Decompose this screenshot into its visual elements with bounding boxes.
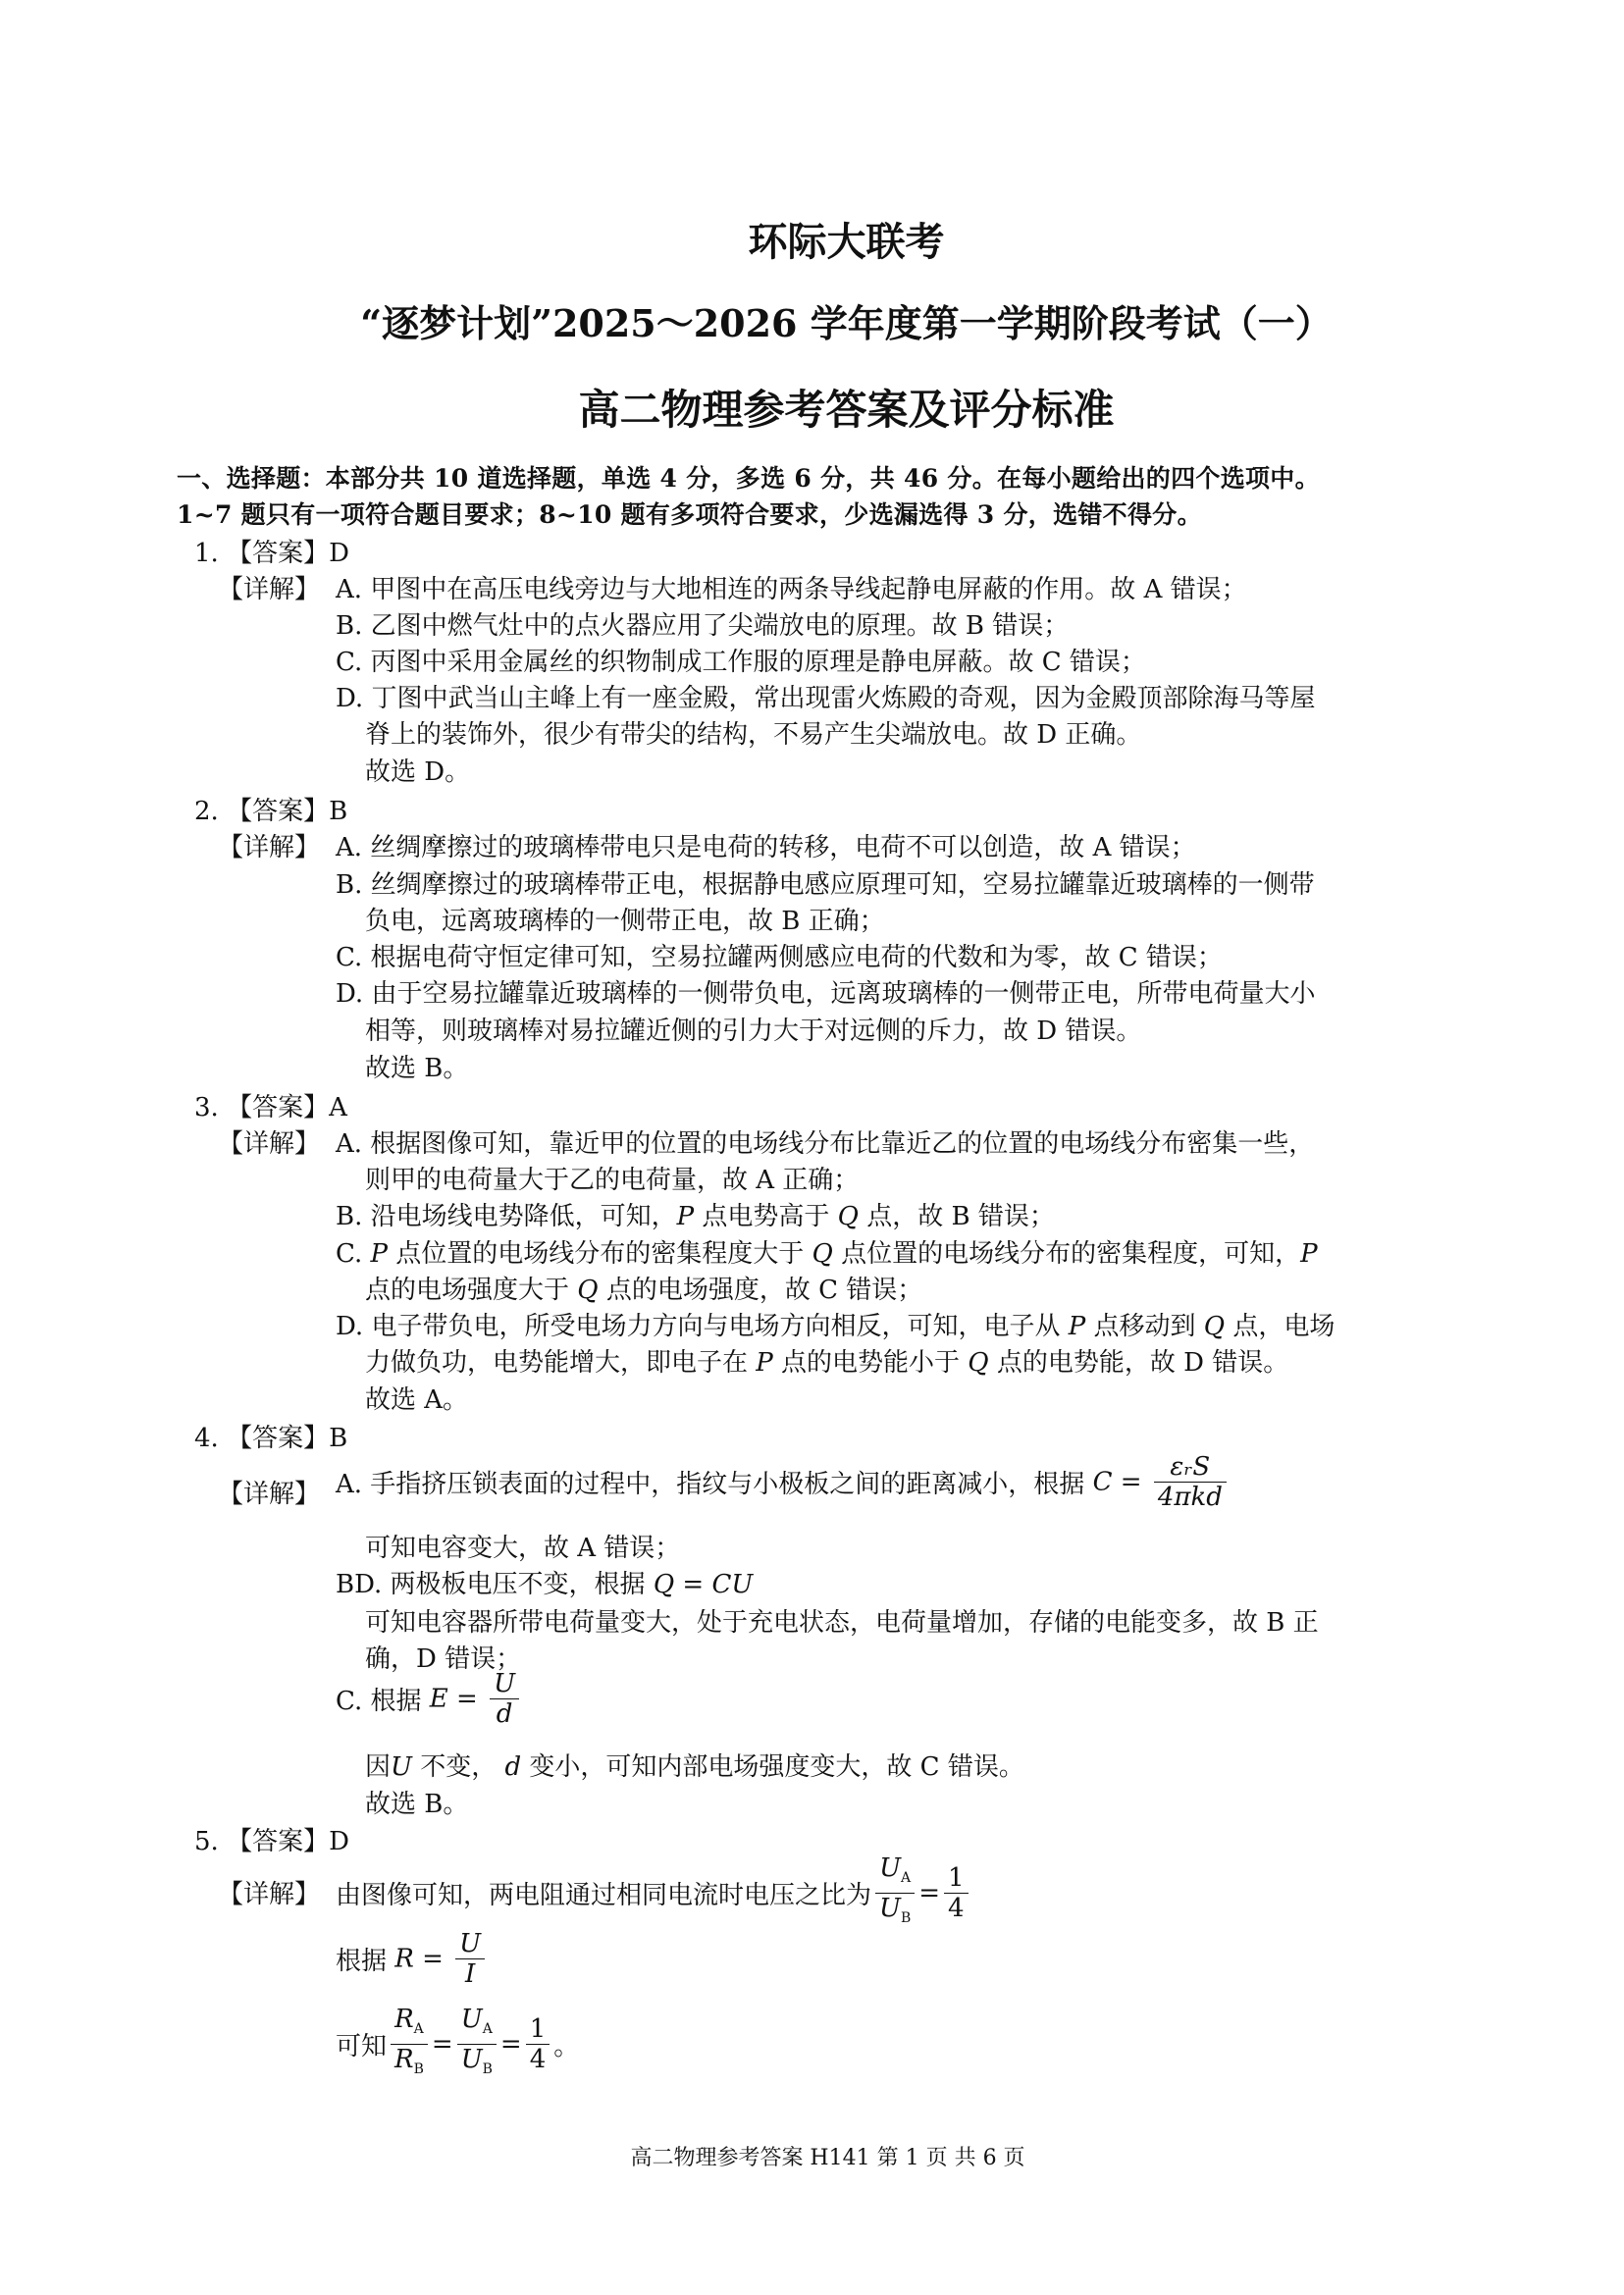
q2-option-d-line1: D. 由于空易拉罐靠近玻璃棒的一侧带负电，远离玻璃棒的一侧带正电，所带电荷量大小 bbox=[336, 979, 1316, 1009]
exam-title: “逐梦计划”2025～2026 学年度第一学期阶段考试（一） bbox=[360, 301, 1333, 345]
q3-answer: 3. 【答案】A bbox=[194, 1093, 347, 1122]
q4-option-c-line2: 因U 不变， d 变小，可知内部电场强度变大，故 C 错误。 bbox=[365, 1752, 1024, 1782]
q2-option-d-line2: 相等，则玻璃棒对易拉罐近侧的引力大于对远侧的斥力，故 D 错误。 bbox=[365, 1017, 1142, 1046]
q4-option-a: A. 手指挤压锁表面的过程中，指纹与小极板之间的距离减小，根据 C = $\frac{\text{εᵣS}}{\text{4πkd}}$ bbox=[336, 1452, 1231, 1512]
q3-option-d-line2: 力做负功，电势能增大，即电子在 P 点的电势能小于 Q 点的电势能，故 D 错误。 bbox=[365, 1348, 1289, 1378]
q4-detail-label: 【详解】 bbox=[218, 1480, 321, 1509]
q1-detail-label: 【详解】 bbox=[218, 575, 321, 604]
q1-answer: 1. 【答案】D bbox=[194, 539, 349, 568]
q2-answer: 2. 【答案】B bbox=[194, 797, 348, 826]
q4-option-bd-line3: 确，D 错误； bbox=[365, 1644, 522, 1674]
page-footer: 高二物理参考答案 H141 第 1 页 共 6 页 bbox=[630, 2146, 1025, 2170]
q1-option-a: A. 甲图中在高压电线旁边与大地相连的两条导线起静电屏蔽的作用。故 A 错误； bbox=[336, 575, 1247, 604]
q3-option-a-line1: A. 根据图像可知，靠近甲的位置的电场线分布比靠近乙的位置的电场线分布密集一些， bbox=[336, 1129, 1315, 1159]
q4-option-bd-line2: 可知电容器所带电荷量变大，处于充电状态，电荷量增加，存储的电能变多，故 B 正 bbox=[365, 1608, 1319, 1638]
q2-option-a: A. 丝绸摩擦过的玻璃棒带电只是电荷的转移，电荷不可以创造，故 A 错误； bbox=[336, 833, 1196, 862]
q5-voltage-ratio: 由图像可知，两电阻通过相同电流时电压之比为 $\frac{U_A}{U_B}$ = $\frac{1}{4}$ bbox=[336, 1853, 972, 1933]
q5-answer: 5. 【答案】D bbox=[194, 1827, 349, 1856]
q1-selection: 故选 D。 bbox=[365, 757, 471, 787]
q2-detail-label: 【详解】 bbox=[218, 833, 321, 862]
q5-resistance-ratio: 可知 $\frac{R_A}{R_B}$ = $\frac{U_A}{U_B}$ = $\frac{1}{4}$ 。 bbox=[336, 2005, 580, 2078]
q3-option-d-line1: D. 电子带负电，所受电场力方向与电场方向相反，可知，电子从 P 点移动到 Q 点，电场 bbox=[336, 1312, 1336, 1341]
q3-detail-label: 【详解】 bbox=[218, 1129, 321, 1159]
section-instructions-line2: 1~7 题只有一项符合题目要求；8~10 题有多项符合要求，少选漏选得 3 分，选错不得分。 bbox=[177, 500, 1202, 529]
exam-union-title: 环际大联考 bbox=[748, 219, 945, 265]
answer-key-title: 高二物理参考答案及评分标准 bbox=[578, 386, 1115, 434]
q1-option-d-line1: D. 丁图中武当山主峰上有一座金殿，常出现雷火炼殿的奇观，因为金殿顶部除海马等屋 bbox=[336, 684, 1316, 713]
section-instructions-line1: 一、选择题：本部分共 10 道选择题，单选 4 分，多选 6 分，共 46 分。在每小题给出的四个选项中。 bbox=[177, 464, 1320, 493]
q5-resistance-formula: 根据 R = $\frac{U}{I}$ bbox=[336, 1929, 489, 1989]
q2-selection: 故选 B。 bbox=[365, 1054, 469, 1083]
q2-option-b-line2: 负电，远离玻璃棒的一侧带正电，故 B 正确； bbox=[365, 907, 885, 936]
q3-option-c-line2: 点的电场强度大于 Q 点的电场强度，故 C 错误； bbox=[365, 1276, 923, 1305]
q2-option-b-line1: B. 丝绸摩擦过的玻璃棒带正电，根据静电感应原理可知，空易拉罐靠近玻璃棒的一侧带 bbox=[336, 870, 1315, 900]
field-strength-formula: $\frac{U}{d}$ bbox=[490, 1669, 519, 1729]
q3-option-a-line2: 则甲的电荷量大于乙的电荷量，故 A 正确； bbox=[365, 1166, 860, 1195]
q5-detail-label: 【详解】 bbox=[218, 1880, 321, 1909]
q1-option-c: C. 丙图中采用金属丝的织物制成工作服的原理是静电屏蔽。故 C 错误； bbox=[336, 648, 1146, 677]
q3-option-b: B. 沿电场线电势降低，可知，P 点电势高于 Q 点，故 B 错误； bbox=[336, 1202, 1055, 1231]
capacitance-formula: $\frac{\text{εᵣS}}{\text{4πkd}}$ bbox=[1154, 1452, 1227, 1512]
q4-answer: 4. 【答案】B bbox=[194, 1424, 348, 1453]
q2-option-c: C. 根据电荷守恒定律可知，空易拉罐两侧感应电荷的代数和为零，故 C 错误； bbox=[336, 943, 1223, 972]
q4-selection: 故选 B。 bbox=[365, 1790, 469, 1819]
q1-option-d-line2: 脊上的装饰外，很少有带尖的结构，不易产生尖端放电。故 D 正确。 bbox=[365, 720, 1142, 750]
q4-option-a-line2: 可知电容变大，故 A 错误； bbox=[365, 1534, 681, 1563]
q4-option-bd: BD. 两极板电压不变，根据 Q = CU bbox=[336, 1570, 754, 1599]
q1-option-b: B. 乙图中燃气灶中的点火器应用了尖端放电的原理。故 B 错误； bbox=[336, 611, 1070, 641]
q3-option-c-line1: C. P 点位置的电场线分布的密集程度大于 Q 点位置的电场线分布的密集程度，可知，P bbox=[336, 1239, 1318, 1269]
q3-selection: 故选 A。 bbox=[365, 1385, 469, 1415]
q4-option-c: C. 根据 E = $\frac{U}{d}$ bbox=[336, 1669, 523, 1729]
